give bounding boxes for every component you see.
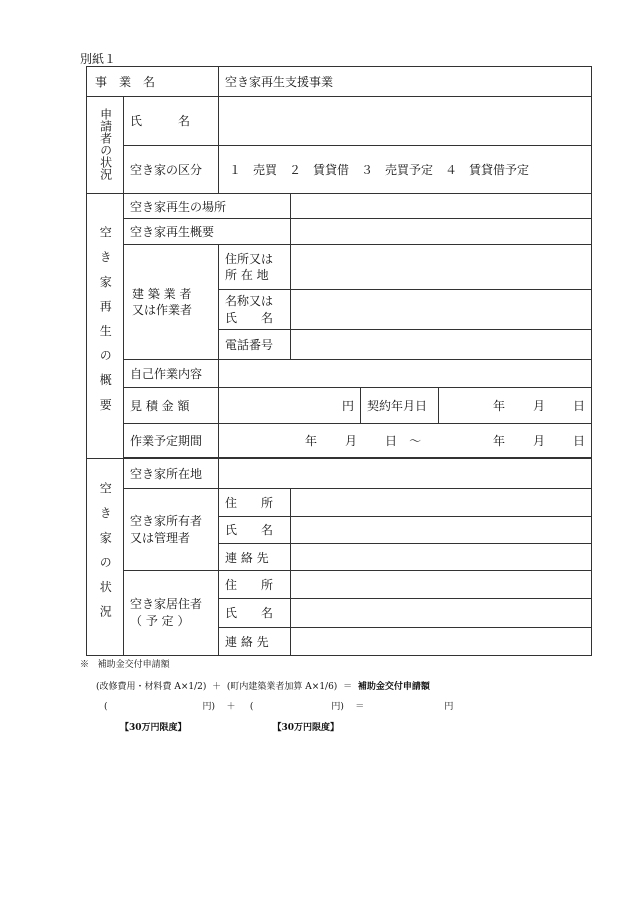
place-label: 空き家再生の場所 [124,194,291,219]
applicant-name-label: 氏 名 [124,97,219,145]
row-period [87,423,592,457]
status-group-text: 空き家の状況 [98,481,113,630]
builder-phone-label: 電話番号 [219,330,291,360]
row-place [87,194,592,219]
builder-label: 建 築 業 者 又は作業者 [124,245,219,360]
project-name-label: 事 業 名 [87,67,219,97]
self-work-label: 自己作業内容 [124,360,219,387]
builder-address-field[interactable] [291,245,592,289]
resident-address-label: 住 所 [219,571,291,599]
row-summary [87,219,592,245]
owner-address-field[interactable] [291,489,592,516]
resident-name-field[interactable] [291,599,592,627]
owner-label: 空き家所有者 又は管理者 [124,489,219,571]
category-options[interactable]: １ 売買 ２ 賃貸借 ３ 売買予定 ４ 賃貸借予定 [219,145,592,193]
category-label: 空き家の区分 [124,145,219,193]
notes-title: ※ 補助金交付申請額 [80,660,170,670]
attachment-label: 別紙１ [80,52,117,66]
row-resident-address [87,571,592,599]
contract-label: 契約年月日 [361,387,439,423]
owner-name-field[interactable] [291,516,592,543]
place-field[interactable] [291,194,592,219]
notes-limits: 【30万円限度】 【30万円限度】 [120,723,340,733]
row-applicant-name [87,97,592,145]
row-builder-address [87,245,592,289]
builder-address-label: 住所又は 所 在 地 [219,245,291,289]
builder-name-field[interactable] [291,289,592,329]
resident-address-field[interactable] [291,571,592,599]
summary-label: 空き家再生概要 [124,219,291,245]
resident-label: 空き家居住者 （ 予 定 ） [124,571,219,656]
resident-contact-field[interactable] [291,627,592,655]
period-label: 作業予定期間 [124,423,219,457]
owner-contact-field[interactable] [291,543,592,570]
owner-name-label: 氏 名 [219,516,291,543]
owner-address-label: 住 所 [219,489,291,516]
builder-name-label: 名称又は 氏 名 [219,289,291,329]
application-form-table [86,66,592,656]
period-field[interactable]: 年 月 日 ～ 年 月 日 [219,423,592,457]
location-field[interactable] [219,459,592,489]
contract-date-field[interactable]: 年 月 日 [439,387,592,423]
row-estimate [87,387,592,423]
owner-contact-label: 連 絡 先 [219,543,291,570]
applicant-group-text: 申請者の状況 [98,107,113,180]
applicant-group-label [87,97,124,194]
self-work-field[interactable] [219,360,592,387]
notes-formula: (改修費用・材料費 A×1/2) ＋ (町内建築業者加算 A×1/6) ＝ 補助金交付申請額 [96,682,430,692]
row-project-name [87,67,592,97]
summary-field[interactable] [291,219,592,245]
builder-phone-field[interactable] [291,330,592,360]
row-category [87,145,592,193]
resident-name-label: 氏 名 [219,599,291,627]
location-label: 空き家所在地 [124,459,219,489]
row-owner-address [87,489,592,516]
estimate-label: 見 積 金 額 [124,387,219,423]
applicant-name-field[interactable] [219,97,592,145]
estimate-field[interactable]: 円 [219,387,361,423]
overview-group-label [87,194,124,459]
status-group-label [87,459,124,656]
overview-group-text: 空き家再生の概要 [98,226,113,424]
project-name-value: 空き家再生支援事業 [219,67,592,97]
row-self-work [87,360,592,387]
notes-amounts: ( 円) ＋ ( 円) ＝ 円 [104,702,454,712]
resident-contact-label: 連 絡 先 [219,627,291,655]
row-location [87,459,592,489]
